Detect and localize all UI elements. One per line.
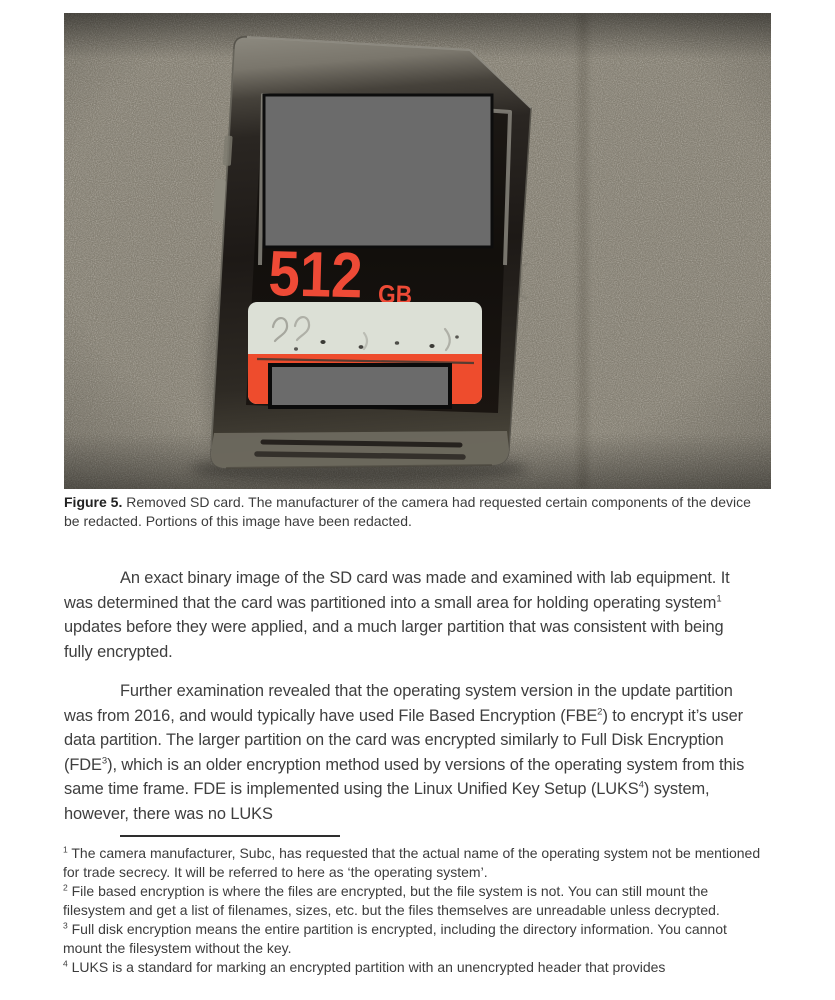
footnote-marker: 1 [63,844,68,855]
footnote-ref-2: 2 [597,706,603,718]
footnote-text: File based encryption is where the files are encrypted, but the file system is not. You can still mount the filesystem and get a list of filenames, sizes, etc. but the files themselves are unreadable unless decrypted. [63,883,720,918]
figure-caption-label: Figure 5. [64,494,123,510]
body-paragraph-2 [64,679,754,826]
text-run: ) system, however, there was no LUKS [64,780,710,823]
footnote-text: LUKS is a standard for marking an encrypted partition with an unencrypted header that provides [71,959,666,975]
card-groove-1 [263,442,460,445]
redaction-box-top [264,95,492,247]
text-run: An exact binary image of the SD card was made and examined with lab equipment. It was determined that the card was partitioned into a small area for holding operating system [64,569,730,612]
sd-card-photo-svg [64,13,771,489]
footnote-marker: 3 [63,920,68,931]
sd-card-unit-text: GB [377,278,418,310]
redaction-box-bottom [270,365,450,407]
footnote-marker: 2 [63,882,68,893]
sd-card-capacity-text: 512 [267,237,377,312]
footnote-1 [63,844,763,882]
footnote-marker: 4 [63,958,68,969]
text-run: ), which is an older encryption method used by versions of the operating system from this same time frame. FDE is implemented using the Linux Unified Key Setup (LUKS [64,755,745,798]
footnote-text: The camera manufacturer, Subc, has requested that the actual name of the operating system not be mentioned for trade secrecy. It will be referred to here as ‘the operating system’. [63,845,761,880]
footnote-ref-4: 4 [638,779,644,791]
footnote-3 [63,920,763,958]
sd-card-photo [64,13,771,489]
card-groove-2 [257,454,463,457]
figure-caption [64,493,764,531]
footnote-separator [120,835,340,837]
text-run: Further examination revealed that the operating system version in the update partition was from 2016, and would typically have used File Based Encryption (FBE [64,682,733,725]
text-run: ) to encrypt it’s user data partition. The larger partition on the card was encrypted similarly to Full Disk Encryption (FDE [64,706,743,774]
footnotes-section [63,835,763,977]
card-bottom-lip [211,431,509,468]
text-run: updates before they were applied, and a much larger partition that was consistent with being fully encrypted. [64,618,724,661]
figure-caption-text: Removed SD card. The manufacturer of the camera had requested certain components of the device be redacted. Portions of this image have been redacted. [64,494,751,529]
footnote-text: Full disk encryption means the entire partition is encrypted, including the directory information. You cannot mount the filesystem without the key. [63,921,727,956]
footnote-ref-1: 1 [716,593,722,605]
body-paragraph-1 [64,566,754,664]
footnote-2 [63,882,763,920]
footnote-4 [63,958,763,977]
footnote-ref-3: 3 [101,755,108,767]
